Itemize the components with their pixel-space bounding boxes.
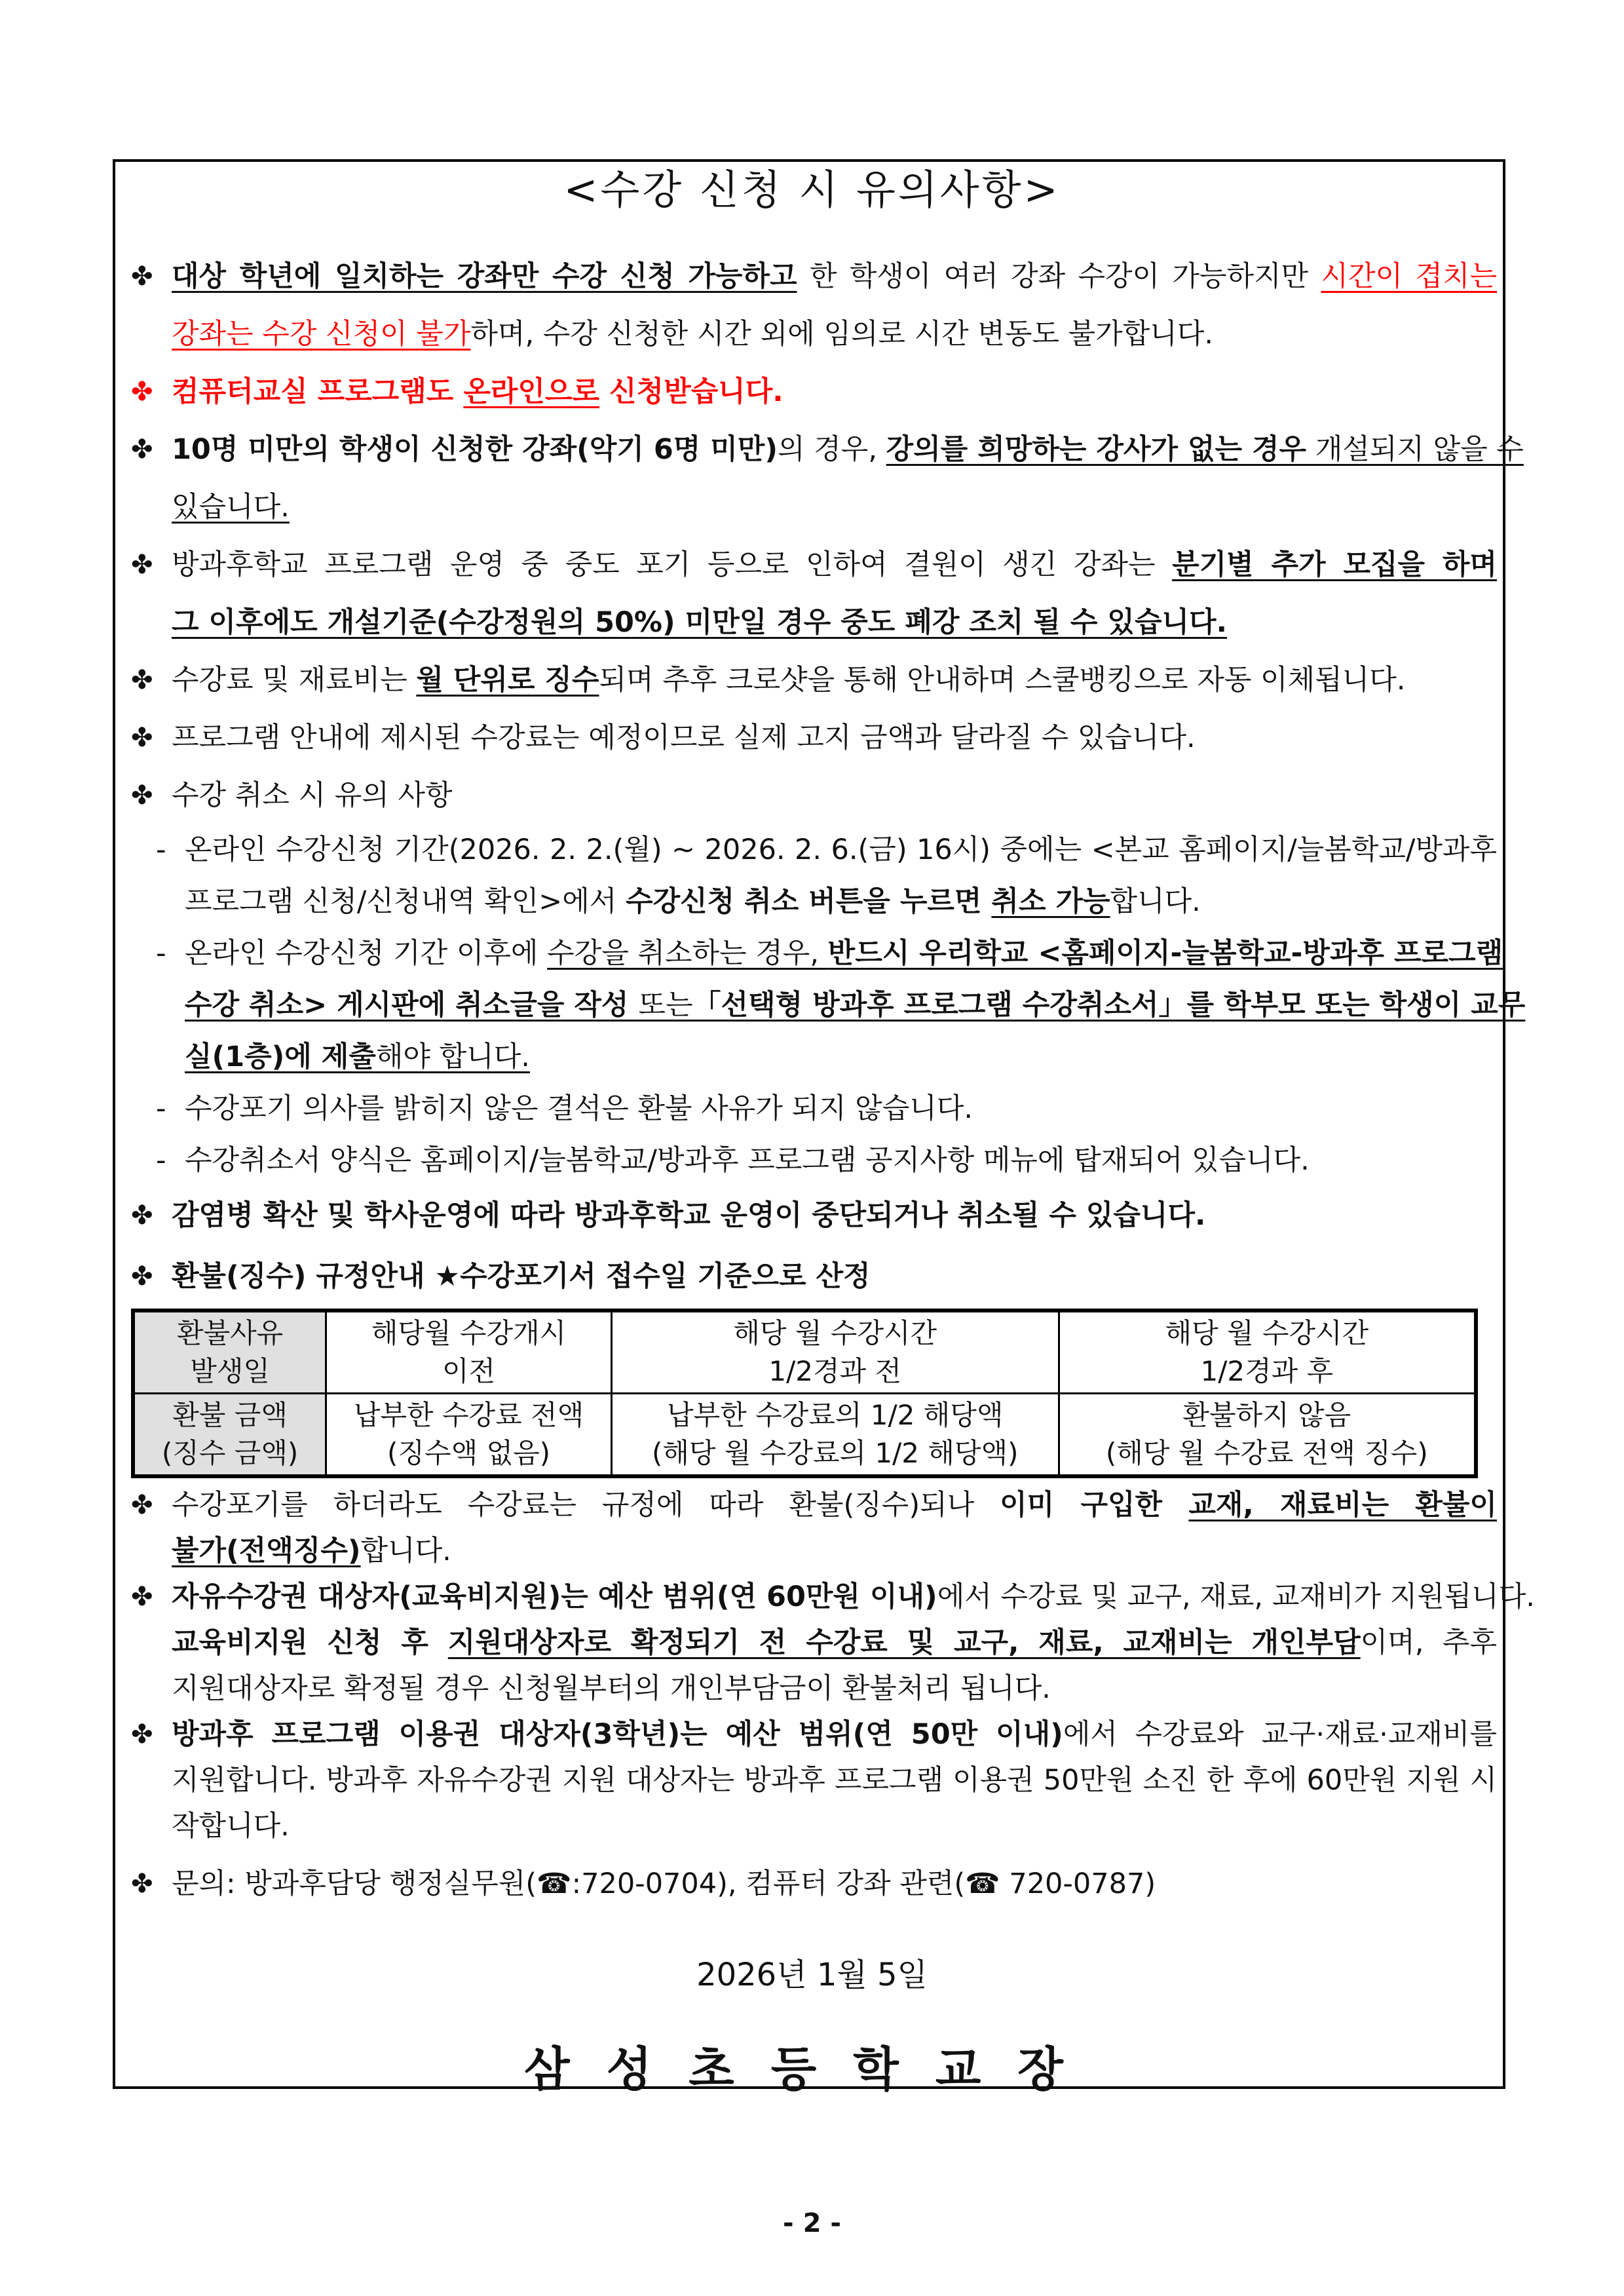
- table-row: [133, 1394, 1476, 1477]
- bullet-icon: ✤: [131, 550, 153, 580]
- notice-items-a: [131, 248, 1524, 824]
- bullet-icon: ✤: [131, 1869, 153, 1899]
- text-segment: 취소 가능: [991, 885, 1110, 918]
- page-number: - 2 -: [783, 2208, 841, 2238]
- notice-item: [131, 1712, 1497, 1849]
- notice-items-c: [131, 1482, 1535, 1907]
- text-segment: 지원대상자로 확정되기 전 수강료 및 교구, 재료, 교재비는 개인부담: [447, 1626, 1361, 1659]
- bullet-icon: ✤: [131, 723, 153, 753]
- text-segment: 강의를 희망하는 강사가 없는 경우: [886, 433, 1307, 466]
- text-segment: 문의: 방과후담당 행정실무원(☎:720-0704), 컴퓨터 강좌 관련(☎ 720-0787): [172, 1867, 1156, 1900]
- text-segment: 수강 취소> 게시판에 취소글을 작성: [185, 989, 639, 1022]
- cell-line: 1/2경과 후: [1200, 1355, 1334, 1387]
- cell-line: 납부한 수강료 전액: [353, 1399, 584, 1431]
- text-segment: 수강 취소 시 유의 사항: [172, 779, 453, 812]
- text-segment: 수강취소서 양식은 홈페이지/늘봄학교/방과후 프로그램 공지사항 메뉴에 탑재되어 있습니다.: [185, 1144, 1310, 1177]
- text-line: [172, 767, 1497, 824]
- text-line: [172, 305, 1497, 363]
- text-line: [172, 709, 1497, 767]
- cell-line: 납부한 수강료의 1/2 해당액: [667, 1399, 1004, 1431]
- text-segment: 불가(전액징수): [172, 1535, 361, 1567]
- text-line: [172, 1803, 1497, 1849]
- document-date: 2026년 1월 5일: [696, 1957, 928, 1993]
- text-line: [185, 980, 1526, 1031]
- bullet-icon: ✤: [131, 780, 153, 811]
- text-segment: 반드시 우리학교 <홈페이지-늘봄학교-방과후 프로그램: [827, 937, 1503, 970]
- text-segment: 프로그램 신청/신청내역 확인>에서: [185, 885, 626, 918]
- notice-item: [131, 1861, 1497, 1907]
- text-line: [172, 478, 1497, 536]
- text-segment: 작합니다.: [172, 1810, 290, 1843]
- text-segment: 의 경우,: [778, 433, 886, 466]
- cell-line: 환불 금액: [172, 1399, 288, 1431]
- text-segment: 컴퓨터교실 프로그램도: [172, 375, 464, 408]
- cell-line: 발생일: [190, 1355, 270, 1387]
- cell-line: 환불사유: [176, 1317, 284, 1349]
- cell-line: 1/2경과 전: [768, 1355, 902, 1387]
- bullet-icon: ✤: [131, 1490, 153, 1520]
- text-line: [185, 1135, 1497, 1187]
- text-line: [172, 1482, 1497, 1528]
- bullet-icon: ✤: [131, 665, 153, 695]
- text-segment: 방과후학교 프로그램 운영 중 중도 포기 등으로 인하여 결원이 생긴 강좌는: [172, 548, 1173, 581]
- text-line: [185, 1083, 1497, 1135]
- notice-item: [131, 1187, 1497, 1244]
- dash-marker: -: [156, 1144, 166, 1177]
- text-line: [185, 876, 1497, 928]
- text-line: [172, 248, 1497, 305]
- text-segment: 하며, 수강 신청한 시간 외에 임의로 시간 변동도 불가합니다.: [470, 318, 1213, 351]
- text-segment: 시간이 겹치는: [1321, 260, 1497, 293]
- dash-marker: -: [156, 833, 166, 866]
- text-segment: 지원합니다. 방과후 자유수강권 지원 대상자는 방과후 프로그램 이용권 50만원 소진 한 후에 60만원 지원 시: [172, 1764, 1497, 1797]
- text-line: [172, 1757, 1497, 1803]
- text-segment: 프로그램 안내에 제시된 수강료는 예정이므로 실제 고지 금액과 달라질 수 있습니다.: [172, 721, 1196, 754]
- cell-line: (해당 월 수강료 전액 징수): [1105, 1437, 1428, 1469]
- text-segment: 수강을 취소하는 경우,: [547, 937, 828, 970]
- text-line: [172, 1666, 1497, 1712]
- cell-line: 해당월 수강개시: [371, 1317, 567, 1349]
- text-segment: 강좌는 수강 신청이 불가: [172, 318, 471, 351]
- cell-line: 이전: [442, 1355, 496, 1387]
- notice-items-b: [131, 1187, 1497, 1309]
- bullet-icon: ✤: [131, 377, 153, 407]
- text-segment: 한 학생이 여러 강좌 수강이 가능하지만: [797, 260, 1321, 293]
- table-row: [133, 1311, 1476, 1394]
- table-cell: [611, 1394, 1059, 1477]
- text-segment: 신청받습니다.: [599, 375, 784, 408]
- notice-item: [131, 1135, 1497, 1187]
- text-segment: 수강포기 의사를 밝히지 않은 결석은 환불 사유가 되지 않습니다.: [185, 1092, 973, 1125]
- text-line: [185, 824, 1497, 876]
- text-segment: 교육비지원 신청 후: [172, 1626, 448, 1659]
- cell-line: (징수 금액): [161, 1437, 299, 1469]
- text-line: [172, 1620, 1497, 1666]
- text-segment: 에서 수강료와 교구·재료·교재비를: [1063, 1718, 1497, 1751]
- notice-item: [131, 363, 1497, 421]
- text-line: [172, 363, 1497, 421]
- text-line: [185, 1031, 1497, 1083]
- bullet-icon: ✤: [131, 1200, 153, 1231]
- bullet-icon: ✤: [131, 434, 153, 465]
- bullet-icon: ✤: [131, 1719, 153, 1750]
- text-line: [172, 421, 1524, 478]
- notice-item: [131, 1244, 1497, 1309]
- row-header-cell: [133, 1394, 326, 1477]
- notice-item: [131, 1574, 1535, 1712]
- text-segment: 온라인 수강신청 기간(2026. 2. 2.(월) ~ 2026. 2. 6.(금) 16시) 중에는 <본교 홈페이지/늘봄학교/방과후: [185, 833, 1497, 866]
- text-segment: 자유수강권 대상자(교육비지원)는 예산 범위(연 60만원 이내): [172, 1580, 937, 1613]
- text-segment: 에서 수강료 및 교구, 재료, 교재비가 지원됩니다.: [937, 1580, 1535, 1613]
- text-segment: 이며, 추후: [1360, 1626, 1497, 1659]
- cell-line: 해당 월 수강시간: [733, 1317, 937, 1349]
- bullet-icon: ✤: [131, 261, 153, 292]
- text-segment: 되며 추후 크로샷을 통해 안내하며 스쿨뱅킹으로 자동 이체됩니다.: [599, 664, 1406, 697]
- text-segment: 감염병 확산 및 학사운영에 따라 방과후학교 운영이 중단되거나 취소될 수 있습니다.: [172, 1199, 1206, 1232]
- refund-table: [131, 1309, 1478, 1478]
- table-cell: [326, 1311, 612, 1394]
- bullet-icon: ✤: [131, 1582, 153, 1612]
- text-segment: 이미 구입한: [1000, 1489, 1189, 1521]
- text-segment: 교재, 재료비는 환불이: [1188, 1489, 1497, 1521]
- cell-line: 환불하지 않음: [1182, 1399, 1351, 1431]
- cell-line: (해당 월 수강료의 1/2 해당액): [651, 1437, 1019, 1469]
- text-line: [172, 1244, 1497, 1309]
- text-segment: 대상 학년에 일치하는 강좌만 수강 신청 가능하고: [172, 260, 797, 293]
- text-segment: 실(1층)에 제출: [185, 1041, 376, 1073]
- table-cell: [1059, 1394, 1476, 1477]
- text-line: [172, 594, 1497, 651]
- notice-item: [131, 767, 1497, 824]
- dash-marker: -: [156, 937, 166, 970]
- dash-marker: -: [156, 1092, 166, 1125]
- text-segment: 방과후 프로그램 이용권 대상자(3학년)는 예산 범위(연 50만 이내): [172, 1718, 1063, 1751]
- notice-item: [131, 824, 1497, 928]
- notice-item: [131, 421, 1524, 536]
- notice-item: [131, 248, 1497, 363]
- table-cell: [326, 1394, 612, 1477]
- text-segment: 「선택형 방과후 프로그램 수강취소서」를 학부모 또는 학생이 교무: [692, 989, 1526, 1022]
- text-segment: 수강료 및 재료비는: [172, 664, 417, 697]
- notice-item: [131, 651, 1497, 709]
- school-principal: 삼성초등학교장: [524, 2042, 1100, 2097]
- text-segment: 10명 미만의 학생이 신청한 강좌(악기 6명 미만): [172, 433, 778, 466]
- text-segment: 개설되지 않을 수: [1306, 433, 1524, 466]
- bullet-icon: ✤: [131, 1261, 153, 1292]
- text-segment: 또는: [638, 989, 693, 1022]
- text-line: [172, 1187, 1497, 1244]
- text-segment: 온라인으로: [463, 375, 600, 408]
- cell-line: 해당 월 수강시간: [1165, 1317, 1369, 1349]
- text-segment: 분기별 추가 모집을 하며: [1172, 548, 1497, 581]
- notice-item: [131, 709, 1497, 767]
- text-line: [172, 536, 1497, 594]
- notice-item: [131, 928, 1526, 1083]
- table-cell: [1059, 1311, 1476, 1394]
- text-segment: 합니다.: [1110, 885, 1201, 918]
- text-segment: 온라인 수강신청 기간 이후에: [185, 937, 548, 970]
- text-segment: 해야 합니다.: [375, 1041, 530, 1073]
- text-line: [172, 1861, 1497, 1907]
- text-line: [172, 651, 1497, 709]
- text-segment: 월 단위로 징수: [416, 664, 599, 697]
- cancel-sub-items: [131, 824, 1526, 1187]
- text-line: [172, 1712, 1497, 1757]
- text-line: [172, 1528, 1497, 1574]
- notice-item: [131, 1083, 1497, 1135]
- text-segment: 합니다.: [360, 1535, 451, 1567]
- text-segment: 환불(징수) 규정안내 ★수강포기서 접수일 기준으로 산정: [172, 1260, 871, 1293]
- notice-content: [131, 248, 1535, 1907]
- notice-item: [131, 1482, 1497, 1574]
- row-header-cell: [133, 1311, 326, 1394]
- text-segment: 그 이후에도 개설기준(수강정원의 50%) 미만일 경우 중도 폐강 조치 될 수 있습니다.: [172, 606, 1227, 639]
- text-line: [172, 1574, 1535, 1620]
- table-cell: [611, 1311, 1059, 1394]
- page-title: <수강 신청 시 유의사항>: [563, 166, 1061, 214]
- notice-item: [131, 536, 1497, 651]
- text-segment: 수강포기를 하더라도 수강료는 규정에 따라 환불(징수)되나: [172, 1489, 1000, 1521]
- text-line: [185, 928, 1503, 980]
- text-segment: 수강신청 취소 버튼을 누르면: [626, 885, 992, 918]
- cell-line: (징수액 없음): [387, 1437, 551, 1469]
- text-segment: 있습니다.: [172, 491, 290, 524]
- text-segment: 지원대상자로 확정될 경우 신청월부터의 개인부담금이 환불처리 됩니다.: [172, 1672, 1051, 1705]
